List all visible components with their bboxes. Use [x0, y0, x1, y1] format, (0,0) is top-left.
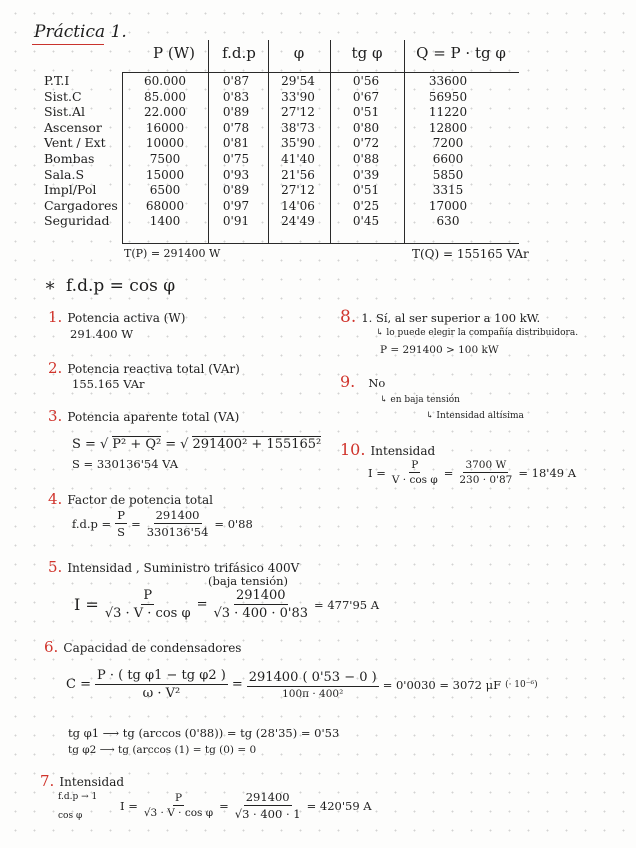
formula-result: = 420'59 A	[306, 798, 372, 813]
cell-tg: 0'25	[352, 198, 380, 213]
numerator: 291400	[235, 588, 286, 603]
header-q: Q = P · tg φ	[416, 44, 506, 62]
cell-q: 12800	[428, 120, 468, 135]
fdp-note: f.d.p = cos φ	[66, 276, 176, 296]
formula-lhs: I =	[368, 465, 386, 480]
denominator: √3 · 400 · 0'83	[213, 606, 309, 621]
item-title: Potencia reactiva total (VAr)	[67, 362, 240, 376]
item-number: 4.	[48, 490, 63, 508]
formula-lhs: S =	[72, 436, 96, 452]
table-bottom-rule	[123, 243, 519, 244]
denominator: 230 · 0'87	[459, 474, 513, 486]
item-8-line: P = 291400 > 100 kW	[380, 344, 499, 356]
cell-phi: 41'40	[281, 151, 315, 166]
cell-p: 16000	[145, 120, 185, 135]
formula-equals: =	[165, 436, 177, 452]
cell-tg: 0'51	[352, 183, 380, 198]
item-9	[340, 372, 385, 391]
formula-unit-note: (· 10⁻⁶)	[505, 679, 538, 690]
equals: =	[231, 677, 243, 692]
fraction	[233, 790, 303, 821]
item-8	[340, 307, 540, 327]
column-tg	[336, 74, 396, 230]
denominator: V · cos φ	[391, 474, 438, 486]
cell-fdp: 0'89	[222, 105, 250, 120]
item-7-side-note: cos φ	[58, 811, 83, 821]
item-5-note: (baja tensión)	[208, 574, 289, 588]
item-3	[48, 406, 239, 425]
current-single-phase-formula	[368, 459, 576, 486]
numerator: 3700 W	[465, 459, 507, 471]
page-title: Práctica 1.	[34, 22, 127, 42]
cell-phi: 21'56	[281, 167, 315, 182]
cell-tg: 0'88	[352, 151, 380, 166]
power-factor-formula	[72, 508, 253, 539]
item-title: Intensidad	[370, 444, 436, 458]
cell-tg: 0'56	[352, 74, 380, 88]
equals: =	[219, 798, 229, 813]
cell-tg: 0'45	[352, 214, 380, 229]
row-label: Ascensor	[44, 119, 102, 135]
equals: =	[196, 597, 208, 612]
item-7-side-note: f.d.p → 1	[58, 792, 98, 802]
cell-p: 60.000	[144, 74, 186, 88]
apparent-power-formula	[72, 436, 321, 452]
cell-fdp: 0'93	[222, 167, 250, 182]
item-number: 8.	[340, 307, 357, 327]
item-9-line: ↳ Intensidad altísima	[426, 411, 524, 421]
row-label: Seguridad	[44, 213, 110, 229]
denominator: √3 · V · cos φ	[104, 606, 191, 621]
denominator: 330136'54	[146, 525, 209, 539]
denominator: 100π · 400²	[282, 687, 344, 700]
fraction	[211, 588, 310, 621]
denominator: √3 · V · cos φ	[143, 807, 214, 819]
row-labels	[44, 73, 122, 229]
cell-tg: 0'72	[352, 136, 380, 151]
cell-p: 1400	[149, 214, 181, 229]
row-label: Bombas	[44, 150, 95, 166]
cell-fdp: 0'89	[222, 183, 250, 198]
total-q: T(Q) = 155165 VAr	[412, 247, 529, 261]
fraction	[115, 508, 127, 539]
capacitance-formula	[66, 668, 538, 701]
cell-tg: 0'80	[352, 120, 380, 135]
equals: =	[131, 516, 141, 531]
formula-lhs: I =	[74, 595, 99, 614]
row-label: Sist.C	[44, 88, 82, 104]
formula-radicand: 291400² + 155165²	[192, 437, 322, 452]
row-label: Impl/Pol	[44, 182, 97, 198]
tg-phi1-line: tg φ1 ⟶ tg (arccos (0'88)) = tg (28'35) = 0'53	[68, 726, 340, 740]
cell-phi: 38'73	[281, 120, 315, 135]
apparent-power-result: S = 330136'54 VA	[72, 457, 179, 471]
row-label: P.T.I	[44, 73, 70, 88]
cell-phi: 35'90	[281, 136, 315, 151]
cell-fdp: 0'78	[222, 120, 250, 135]
item-number: 10.	[340, 440, 366, 459]
fraction	[142, 792, 215, 819]
denominator: ω · V²	[142, 686, 181, 701]
cell-p: 68000	[145, 198, 185, 213]
cell-q: 6600	[432, 151, 464, 166]
item-title: 1. Sí, al ser superior a 100 kW.	[361, 311, 541, 325]
star-icon: ∗	[44, 275, 57, 296]
row-label: Sala.S	[44, 166, 85, 182]
equals: =	[443, 465, 454, 480]
item-number: 7.	[40, 772, 55, 790]
cell-q: 3315	[432, 183, 464, 198]
cell-q: 630	[436, 214, 460, 229]
cell-q: 5850	[432, 167, 464, 182]
formula-radicand: P² + Q²	[112, 437, 162, 452]
cell-phi: 27'12	[281, 105, 315, 120]
cell-phi: 24'49	[281, 214, 315, 229]
cell-fdp: 0'97	[222, 198, 250, 213]
row-label: Vent / Ext	[44, 135, 106, 151]
numerator: 291400 ( 0'53 − 0 )	[248, 669, 377, 685]
item-title: Capacidad de condensadores	[63, 641, 242, 655]
cell-p: 6500	[149, 183, 181, 198]
item-title: Intensidad	[59, 775, 125, 789]
formula-result: = 0'0030 = 3072 μF	[382, 677, 502, 692]
item-2	[48, 358, 240, 377]
column-fdp	[210, 74, 262, 230]
table-col-rule	[208, 40, 209, 244]
item-number: 2.	[48, 359, 63, 377]
fraction	[247, 670, 379, 700]
cell-p: 22.000	[144, 105, 186, 120]
item-9-line: ↳ en baja tensión	[380, 395, 460, 405]
denominator: S	[117, 525, 126, 539]
row-label: Cargadores	[44, 197, 118, 213]
column-p	[130, 74, 200, 230]
table-col-rule	[268, 40, 269, 244]
cell-q: 17000	[428, 198, 468, 213]
cell-phi: 14'06	[281, 198, 315, 213]
cell-phi: 27'12	[281, 183, 315, 198]
sqrt-icon: √	[180, 436, 189, 452]
cell-q: 11220	[428, 105, 468, 120]
table-header-rule	[123, 72, 519, 73]
cell-fdp: 0'91	[222, 214, 250, 229]
numerator: 291400	[245, 790, 290, 804]
current-formula	[74, 588, 379, 621]
formula-result: = 18'49 A	[518, 465, 577, 480]
cell-fdp: 0'75	[222, 151, 250, 166]
sqrt-icon: √	[99, 436, 109, 452]
numerator: P	[411, 459, 419, 471]
fraction	[457, 459, 514, 486]
item-6	[44, 637, 241, 656]
table-left-rule	[122, 72, 123, 244]
item-number: 5.	[48, 558, 63, 576]
item-10	[340, 440, 435, 459]
numerator: P · ( tg φ1 − tg φ2 )	[96, 668, 226, 683]
title-underline	[32, 44, 104, 45]
item-title: Intensidad , Suministro trifásico 400V	[67, 561, 300, 575]
item-number: 1.	[48, 308, 63, 326]
cell-fdp: 0'83	[222, 89, 250, 104]
cell-fdp: 0'87	[222, 74, 250, 88]
formula-lhs: f.d.p =	[72, 516, 112, 531]
cell-p: 7500	[149, 151, 181, 166]
table-col-rule	[330, 40, 331, 244]
fraction	[390, 459, 440, 486]
column-phi	[270, 74, 326, 230]
cell-tg: 0'51	[352, 105, 380, 120]
cell-q: 7200	[432, 136, 464, 151]
cell-phi: 33'90	[281, 89, 315, 104]
formula-result: = 477'95 A	[314, 597, 380, 612]
tg-phi2-line: tg φ2 ⟶ tg (arccos (1) = tg (0) = 0	[68, 744, 257, 756]
header-phi: φ	[293, 44, 305, 62]
denominator: √3 · 400 · 1	[234, 807, 301, 821]
fraction	[145, 508, 211, 539]
total-p: T(P) = 291400 W	[124, 247, 221, 260]
fraction	[95, 668, 228, 701]
formula-lhs: C =	[66, 677, 91, 692]
numerator: P	[174, 792, 183, 804]
item-number: 6.	[44, 638, 59, 656]
item-title: No	[368, 376, 386, 390]
cell-p: 85.000	[144, 89, 186, 104]
cell-p: 15000	[145, 167, 185, 182]
header-tg: tg φ	[351, 44, 383, 62]
row-label: Sist.Al	[44, 104, 85, 120]
formula-result: = 0'88	[214, 516, 253, 531]
item-1-value: 291.400 W	[70, 327, 134, 341]
item-title: Potencia activa (W)	[67, 311, 186, 325]
item-number: 9.	[340, 372, 356, 391]
fraction	[103, 588, 193, 621]
cell-tg: 0'39	[352, 167, 380, 182]
header-p: P (W)	[153, 44, 195, 62]
item-8-line: ↳ lo puede elegir la compañía distribuidora.	[376, 328, 579, 338]
numerator: P	[143, 588, 153, 603]
item-1	[48, 307, 185, 326]
cell-q: 33600	[428, 74, 468, 88]
cell-phi: 29'54	[281, 74, 315, 88]
cell-p: 10000	[145, 136, 185, 151]
current-pf1-formula	[120, 790, 372, 821]
item-4	[48, 489, 213, 508]
cell-q: 56950	[428, 89, 468, 104]
item-number: 3.	[48, 407, 63, 425]
numerator: P	[117, 508, 125, 522]
formula-lhs: I =	[120, 798, 138, 813]
table-col-rule	[404, 40, 405, 244]
column-q	[412, 74, 484, 230]
item-title: Factor de potencia total	[67, 493, 213, 507]
item-7	[40, 771, 124, 790]
numerator: 291400	[155, 508, 200, 522]
cell-fdp: 0'81	[222, 136, 250, 151]
item-2-value: 155.165 VAr	[72, 377, 145, 391]
header-fdp: f.d.p	[222, 44, 256, 62]
cell-tg: 0'67	[352, 89, 380, 104]
item-title: Potencia aparente total (VA)	[67, 410, 240, 424]
